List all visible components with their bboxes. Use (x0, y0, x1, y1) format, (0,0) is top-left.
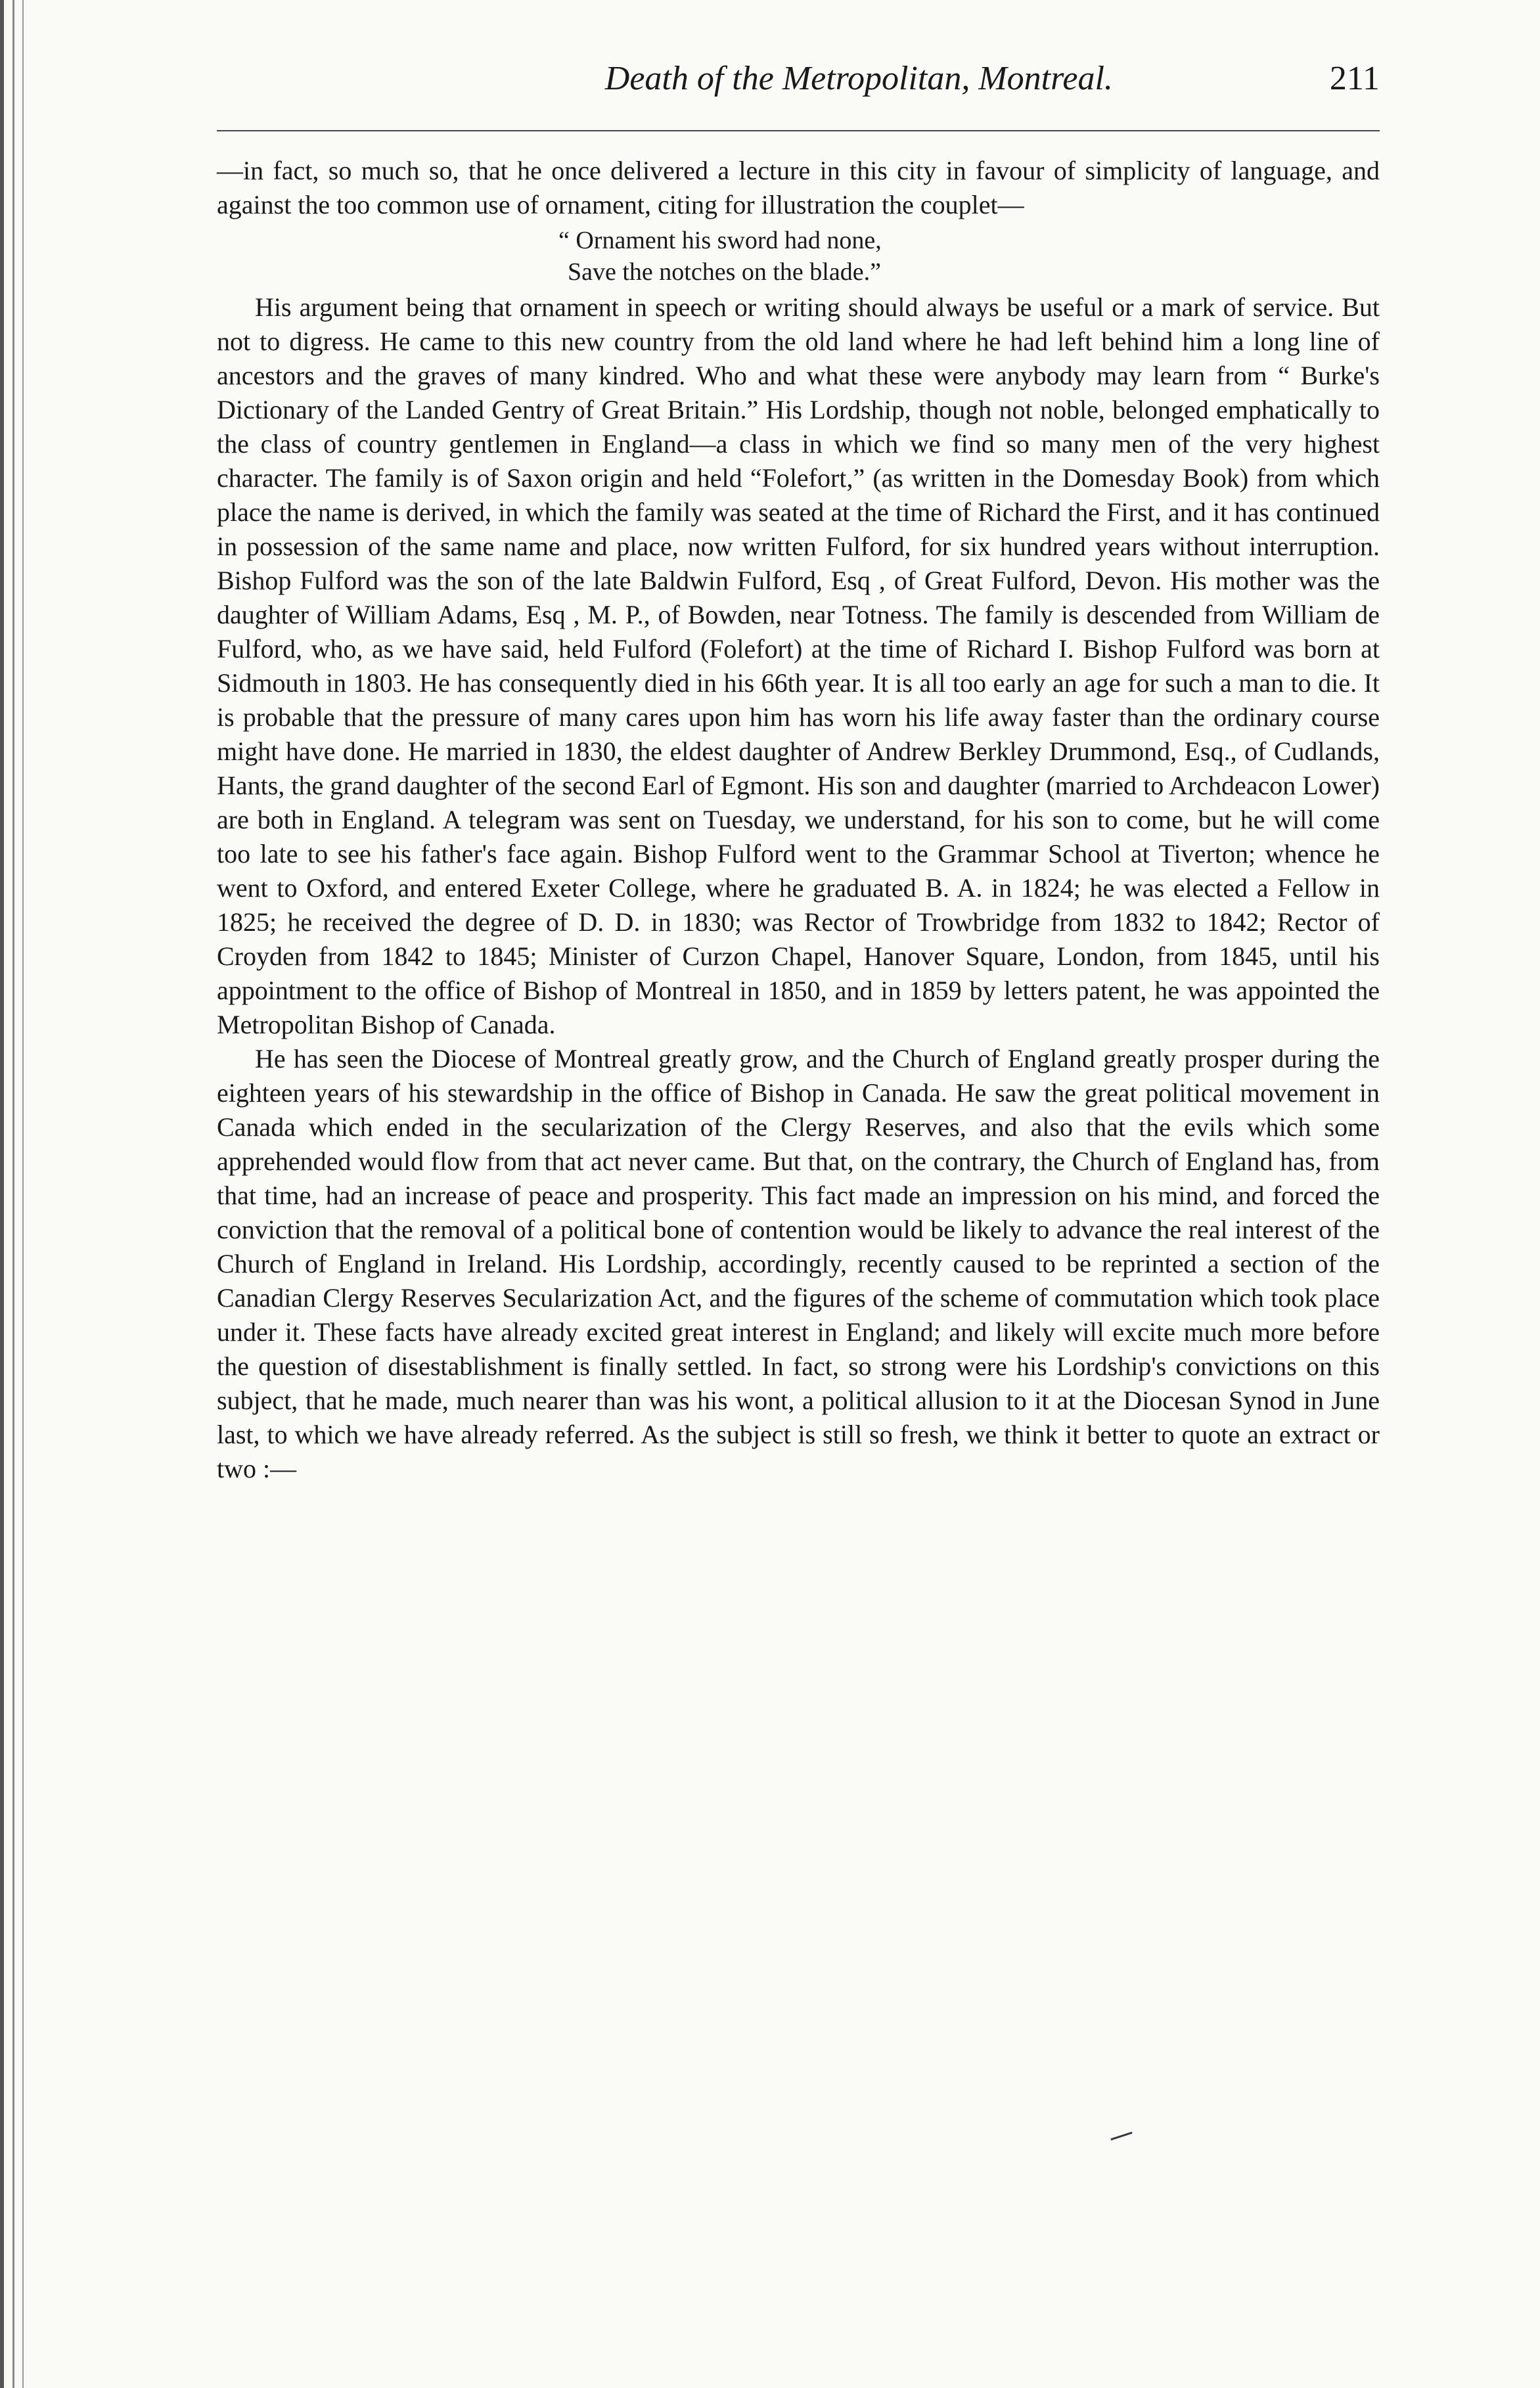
paragraph-1: —in fact, so much so, that he once delivered a lecture in this city in favour of simplicity of language, and against the too common use of ornament, citing for illustration the couplet— (217, 156, 1380, 219)
stray-mark (1110, 2132, 1132, 2140)
page (217, 59, 1380, 1486)
paragraph-2: His argument being that ornament in speech or writing should always be useful or a mark of service. But not to digress. He came to this new country from the old land where he had left behind him a long line of ancestors and the graves of many kindred. Who and what these were anybody may learn from “ Burke's Dictionary of the Landed Gentry of Great Britain.” His Lordship, though not noble, belonged emphatically to the class of country gentlemen in England—a class in which we find so many men of the very highest character. The family is of Saxon origin and held “Folefort,” (as written in the Domesday Book) from which place the name is derived, in which the family was seated at the time of Richard the First, and it has continued in possession of the same name and place, now written Fulford, for six hundred years without interruption. Bishop Fulford was the son of the late Baldwin Fulford, Esq , of Great Fulford, Devon. His mother was the daughter of William Adams, Esq , M. P., of Bowden, near Totness. The family is descended from William de Fulford, who, as we have said, held Fulford (Folefort) at the time of Richard I. Bishop Fulford was born at Sidmouth in 1803. He has consequently died in his 66th year. It is all too early an age for such a man to die. It is probable that the pressure of many cares upon him has worn his life away faster than the ordinary course might have done. He married in 1830, the eldest daughter of Andrew Berkley Drummond, Esq., of Cudlands, Hants, the grand daughter of the second Earl of Egmont. His son and daughter (married to Archdeacon Lower) are both in England. A telegram was sent on Tuesday, we understand, for his son to come, but he will come too late to see his father's face again. Bishop Fulford went to the Grammar School at Tiverton; whence he went to Oxford, and entered Exeter College, where he graduated B. A. in 1824; he was elected a Fellow in 1825; he received the degree of D. D. in 1830; was Rector of Trowbridge from 1832 to 1842; Rector of Croyden from 1842 to 1845; Minister of Curzon Chapel, Hanover Square, London, from 1845, until his appointment to the office of Bishop of Montreal in 1850, and in 1859 by letters patent, he was appointed the Metropolitan Bishop of Canada. (217, 292, 1380, 1039)
scan-binding-line (22, 0, 24, 2388)
scan-binding-edge (0, 0, 14, 2388)
paragraph-3: He has seen the Diocese of Montreal greatly grow, and the Church of England greatly prosper during the eighteen years of his stewardship in the office of Bishop in Canada. He saw the great political movement in Canada which ended in the secularization of the Clergy Reserves, and also that the evils which some apprehended would flow from that act never came. But that, on the contrary, the Church of England has, from that time, had an increase of peace and prosperity. This fact made an impression on his mind, and forced the conviction that the removal of a political bone of contention would be likely to advance the real interest of the Church of England in Ireland. His Lordship, accordingly, recently caused to be reprinted a section of the Canadian Clergy Reserves Secularization Act, and the figures of the scheme of commutation which took place under it. These facts have already excited great interest in England; and likely will excite much more before the question of disestablishment is finally settled. In fact, so strong were his Lordship's convictions on this subject, that he made, much nearer than was his wont, a political allusion to it at the Diocesan Synod in June last, to which we have already referred. As the subject is still so fresh, we think it better to quote an extract or two :— (217, 1044, 1380, 1483)
running-head (217, 59, 1380, 131)
body-text (217, 154, 1380, 1486)
verse-couplet (558, 225, 1380, 288)
running-title: Death of the Metropolitan, Montreal. (604, 60, 1113, 97)
verse-line-2: Save the notches on the blade.” (568, 258, 881, 286)
verse-line-1: “ Ornament his sword had none, (558, 227, 882, 254)
page-number: 211 (1329, 60, 1380, 97)
